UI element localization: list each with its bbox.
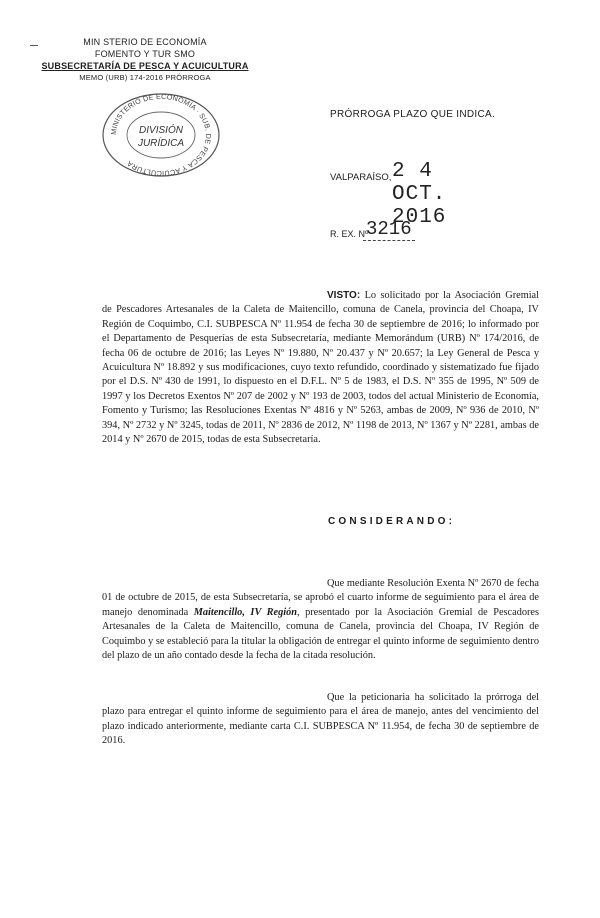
c1-text-a: Que mediante Resolución Exenta Nº 2670 de fecha 01 de octubre de 2015, de esta Subsecretaría, se aprobó el cuarto informe de seguimiento para el área de manejo denominada bbox=[102, 578, 539, 618]
stamp-ring-text: MINISTERIO DE ECONOMÍA · SUB. DE PESCA Y ACUICULTURA bbox=[108, 92, 214, 178]
considerando-paragraph-1 bbox=[102, 577, 539, 663]
subsecretary-name: SUBSECRETARÍA DE PESCA Y ACUICULTURA bbox=[41, 61, 249, 71]
c1-area-name: Maitencillo, IV Región bbox=[193, 606, 297, 618]
resolution-label: R. EX. Nº bbox=[330, 229, 369, 239]
c2-text: Que la peticionaria ha solicitado la prórroga del plazo para entregar el quinto informe de seguimiento para el área de manejo, antes del vencimiento del plazo indicado anteriormente, mediante carta C.I. SUBPESCA Nº 11.954, de fecha 30 de septiembre de 2016. bbox=[102, 692, 539, 747]
stamp-center-line1: DIVISIÓN bbox=[139, 125, 183, 136]
visto-label: VISTO: bbox=[327, 290, 361, 301]
date-stamp: 2 4 OCT. 2016 bbox=[392, 160, 447, 229]
ministry-subtitle: FOMENTO Y TUR SMO bbox=[94, 49, 196, 59]
memo-reference: MEMO (URB) 174-2016 PRÓRROGA bbox=[79, 73, 211, 82]
considerando-paragraph-2 bbox=[102, 691, 539, 749]
c1-text-b: , presentado por la Asociación Gremial de Pescadores Artesanales de la Caleta de Maitencillo, comuna de Canela, provincia del Choapa, IV Región de Coquimbo y se estableció para la titular la obligación de entregar el quinto informe de seguimiento dentro del plazo de un año contado desde la fecha de la citada resolución. bbox=[102, 606, 540, 662]
subject-line: PRÓRROGA PLAZO QUE INDICA. bbox=[330, 109, 496, 120]
place: VALPARAÍSO, bbox=[330, 172, 392, 183]
margin-mark bbox=[30, 45, 38, 46]
stamp-graphic bbox=[100, 92, 222, 178]
division-juridica-stamp bbox=[100, 92, 222, 178]
resolution-number-value: 3216 bbox=[366, 218, 412, 240]
considerando-heading: CONSIDERANDO: bbox=[328, 516, 456, 527]
ministry-name: MIN STERIO DE ECONOMÍA bbox=[83, 37, 207, 47]
resolution-number bbox=[330, 218, 450, 242]
resolution-underline bbox=[363, 240, 415, 241]
visto-text: Lo solicitado por la Asociación Gremial de Pescadores Artesanales de la Caleta de Maitencillo, comuna de Canela, provincia del Choapa, IV Región de Coquimbo, C.I. SUBPESCA Nº 11.954 de fecha 30 de septiembre de 2016; lo informado por el Departamento de Pesquerías de esta Subsecretaría, mediante Memorándum (URB) Nº 174/2016, de fecha 06 de octubre de 2016; las Leyes Nº 19.880, Nº 20.437 y Nº 20.657; la Ley General de Pesca y Acuicultura Nº 18.892 y sus modificaciones, cuyo texto refundido, coordinado y sistematizado fue fijado por el D.S. Nº 430 de 1991, lo dispuesto en el D.F.L. Nº 5 de 1983, el D.S. Nº 355 de 1995, Nº 509 de 1997 y los Decretos Exentos Nº 207 de 2002 y Nº 193 de 2003, todos del actual Ministerio de Economía, Fomento y Turismo; las Resoluciones Exentas Nº 4816 y Nº 5263, ambas de 2009, Nº 936 de 2010, Nº 394, Nº 2732 y Nº 3245, todas de 2011, Nº 2836 de 2012, Nº 1198 de 2013, Nº 1367 y Nº 2281, ambas de 2014 y Nº 2670 de 2015, todas de esta Subsecretaría. bbox=[102, 290, 539, 446]
visto-paragraph bbox=[102, 289, 539, 447]
letterhead bbox=[40, 36, 250, 84]
stamp-center-line2: JURÍDICA bbox=[137, 138, 185, 149]
